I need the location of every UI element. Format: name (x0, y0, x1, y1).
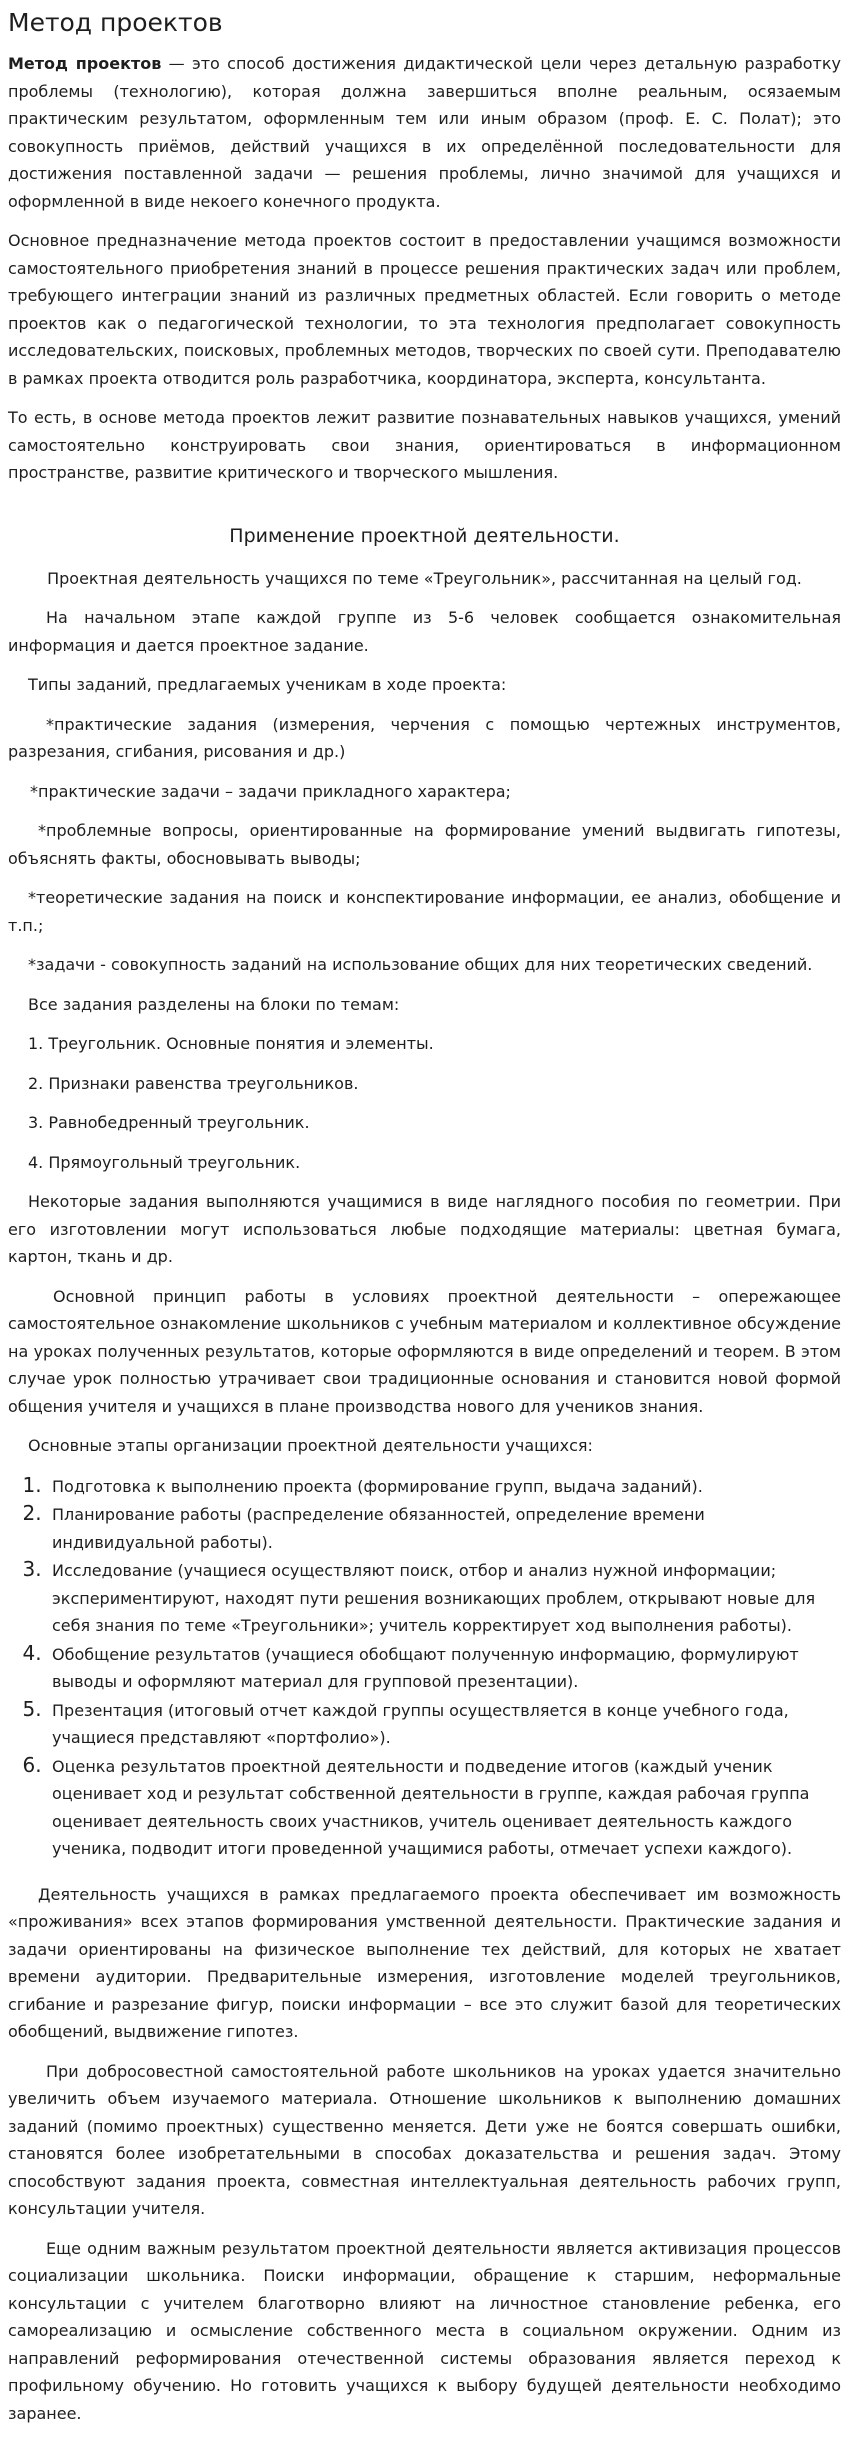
stages-intro: Основные этапы организации проектной деятельности учащихся: (28, 1436, 593, 1455)
block-item: 4. Прямоугольный треугольник. (28, 1152, 301, 1172)
stage-item: 5. Презентация (итоговый отчет каждой группы осуществляется в конце учебного года, учащиеся представляют «портфолио»). (48, 1696, 841, 1752)
task-types-intro: Типы заданий, предлагаемых ученикам в ходе проекта: (28, 675, 507, 694)
blocks-intro: Все задания разделены на блоки по темам: (28, 994, 400, 1014)
stage-item: 3. Исследование (учащиеся осуществляют поиск, отбор и анализ нужной информации; экспериментируют, находят пути решения возникающих проблем, открывают новые для себя знания по теме «Треугольники»; учитель корректирует ход выполнения работы). (48, 1556, 841, 1640)
block-item: 1. Треугольник. Основные понятия и элементы. (28, 1034, 434, 1053)
initial-stage-paragraph: На начальном этапе каждой группе из 5-6 человек сообщается ознакомительная информация и дается проектное задание. (8, 608, 841, 655)
task-type-item: *практические задачи – задачи прикладного характера; (30, 781, 511, 801)
section-title: Применение проектной деятельности. (229, 524, 620, 547)
page-title: Метод проектов (8, 8, 223, 37)
independent-work-paragraph: При добросовестной самостоятельной работе школьников на уроках удается значительно увеличить объем изучаемого материала. Отношение школьников к выполнению домашних заданий (помимо проектных) существенно меняется. Дети уже не боятся совершать ошибки, становятся более изобретательными в способах доказательства и решения задач. Этому способствуют задания проекта, совместная интеллектуальная деятельность рабочих групп, консультации учителя. (8, 2061, 841, 2218)
task-type-item: *задачи - совокупность заданий на использование общих для них теоретических сведений. (28, 955, 813, 974)
stages-list (8, 1472, 841, 1863)
basis-paragraph: То есть, в основе метода проектов лежит развитие познавательных навыков учащихся, умений самостоятельно конструировать свои знания, ориентироваться в информационном пространстве, развитие критического и творческого мышления. (8, 408, 841, 482)
block-item: 2. Признаки равенства треугольников. (28, 1073, 359, 1093)
intro-paragraph (8, 50, 841, 215)
topic-paragraph: Проектная деятельность учащихся по теме «Треугольник», рассчитанная на целый год. (47, 568, 802, 588)
stage-item: 4. Обобщение результатов (учащиеся обобщают полученную информацию, формулируют выводы и оформляют материал для групповой презентации). (48, 1640, 841, 1696)
purpose-paragraph: Основное предназначение метода проектов состоит в предоставлении учащимся возможности самостоятельного приобретения знаний в процессе решения практических задач или проблем, требующего интеграции знаний из различных предметных областей. Если говорить о методе проектов как о педагогической технологии, то эта технология предполагает совокупность исследовательских, поисковых, проблемных методов, творческих по своей сути. Преподавателю в рамках проекта отводится роль разработчика, координатора, эксперта, консультанта. (8, 231, 841, 388)
socialization-paragraph: Еще одним важным результатом проектной деятельности является активизация процессов социализации школьника. Поиски информации, обращение к старшим, неформальные консультации с учителем благотворно влияют на личностное становление ребенка, его самореализацию и осмысление собственного места в социальном окружении. Одним из направлений реформирования отечественной системы образования является переход к профильному обучению. Но готовить учащихся к выбору будущей деятельности необходимо заранее. (8, 2238, 841, 2423)
stage-item: 6. Оценка результатов проектной деятельности и подведение итогов (каждый ученик оценивает ход и результат собственной деятельности в группе, каждая рабочая группа оценивает деятельность своих участников, учитель оценивает деятельность каждого ученика, подводит итоги проведенной учащимися работы, отмечает успехи каждого). (48, 1752, 841, 1863)
task-type-item: *теоретические задания на поиск и конспектирование информации, ее анализ, обобщение и т.п.; (8, 888, 841, 935)
block-item: 3. Равнобедренный треугольник. (28, 1113, 310, 1132)
intro-text: — это способ достижения дидактической цели через детальную разработку проблемы (технологию), которая должна завершиться вполне реальным, осязаемым практическим результатом, оформленным тем или иным образом (проф. Е. С. Полат); это совокупность приёмов, действий учащихся в их определённой последовательности для достижения поставленной задачи — решения проблемы, лично значимой для учащихся и оформленной в виде некоего конечного продукта. (8, 54, 842, 211)
stage-item: 2. Планирование работы (распределение обязанностей, определение времени индивидуальной работы). (48, 1500, 841, 1556)
stage-item: 1. Подготовка к выполнению проекта (формирование групп, выдача заданий). (48, 1472, 841, 1501)
task-type-item: *практические задания (измерения, черчения с помощью чертежных инструментов, разрезания, сгибания, рисования и др.) (8, 714, 841, 761)
activity-paragraph: Деятельность учащихся в рамках предлагаемого проекта обеспечивает им возможность «проживания» всех этапов формирования умственной деятельности. Практические задания и задачи ориентированы на физическое выполнение тех действий, для которых не хватает времени аудитории. Предварительные измерения, изготовление моделей треугольников, сгибание и разрезание фигур, поиски информации – все это служит базой для теоретических обобщений, выдвижение гипотез. (8, 1884, 841, 2041)
principle-paragraph: Основной принцип работы в условиях проектной деятельности – опережающее самостоятельное ознакомление школьников с учебным материалом и коллективное обсуждение на уроках полученных результатов, которые оформляются в виде определений и теорем. В этом случае урок полностью утрачивает свои традиционные основания и становится новой формой общения учителя и учащихся в плане производства нового для учеников знания. (8, 1286, 841, 1416)
manual-paragraph: Некоторые задания выполняются учащимися в виде наглядного пособия по геометрии. При его изготовлении могут использоваться любые подходящие материалы: цветная бумага, картон, ткань и др. (8, 1192, 841, 1266)
task-type-item: *проблемные вопросы, ориентированные на формирование умений выдвигать гипотезы, объяснять факты, обосновывать выводы; (8, 821, 841, 868)
intro-term: Метод проектов (8, 54, 162, 73)
